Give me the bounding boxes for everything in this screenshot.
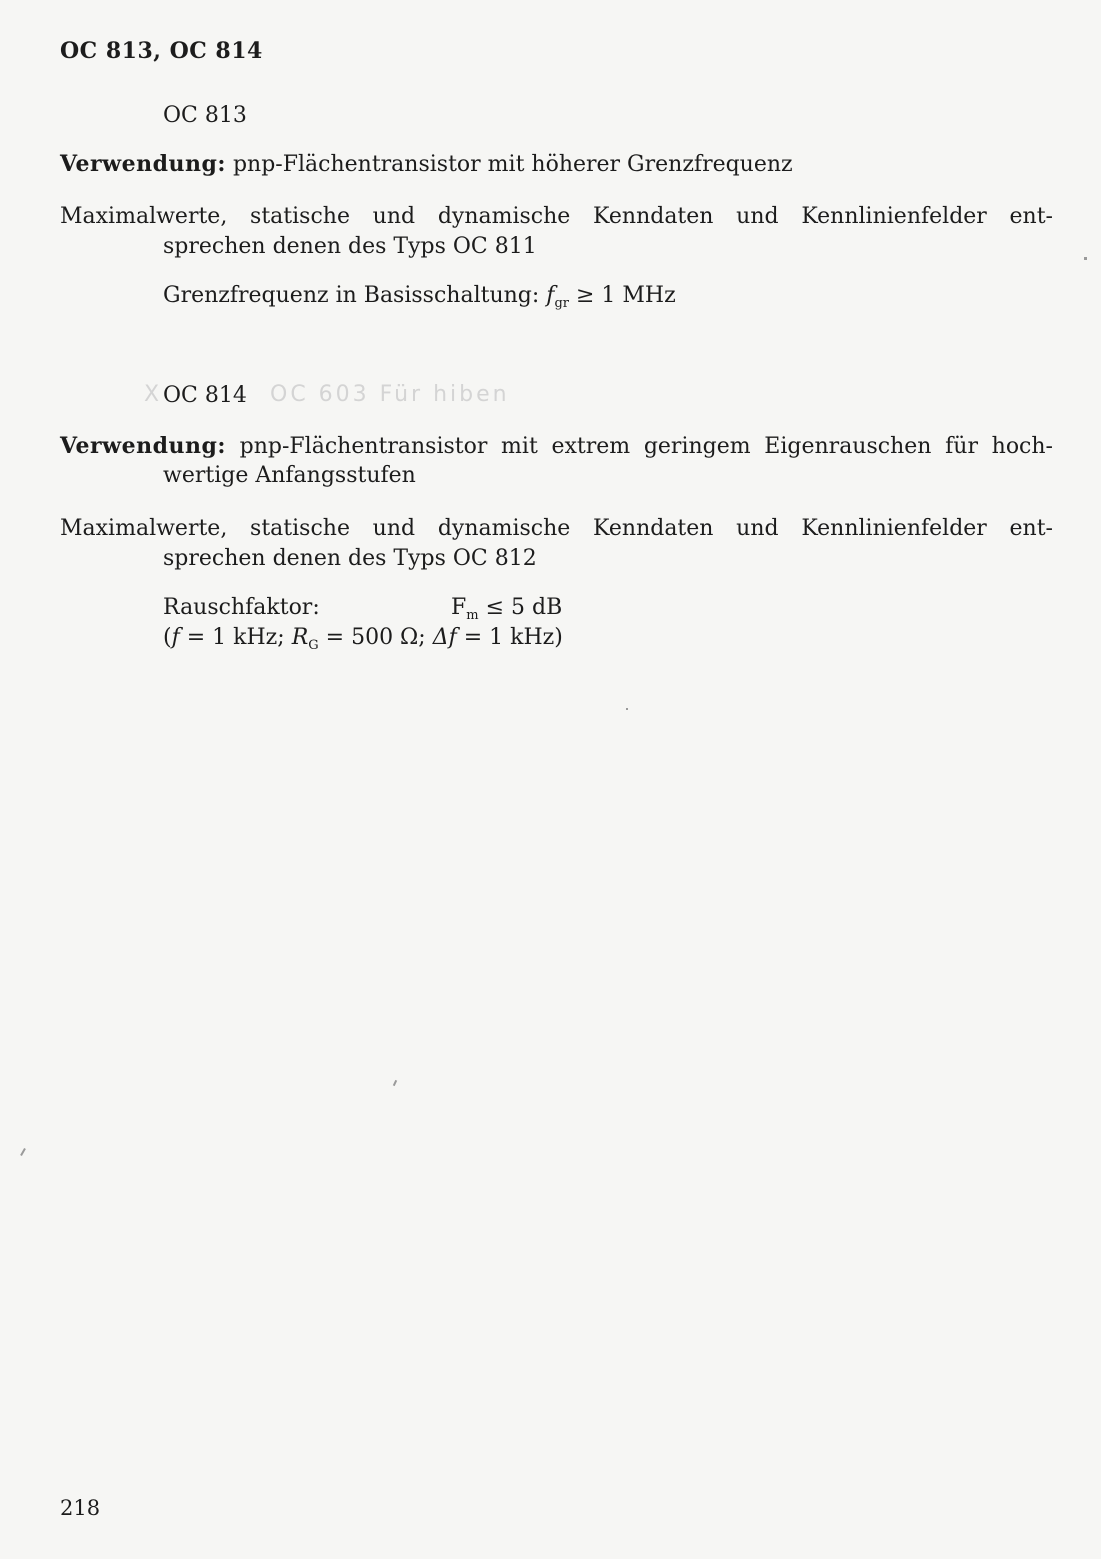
scan-speck xyxy=(626,708,628,710)
cutoff-value: ≥ 1 MHz xyxy=(575,283,676,308)
scan-speck xyxy=(20,1148,26,1156)
bandwidth-symbol: Δf xyxy=(432,625,457,650)
usage-text: pnp-Flächentransistor mit höherer Grenzfrequenz xyxy=(232,152,793,177)
ratings-oc813-line1: Maximalwerte, statische und dynamische Kenndaten und Kennlinienfelder ent- xyxy=(60,204,1053,229)
ratings-oc814-line1: Maximalwerte, statische und dynamische Kenndaten und Kennlinienfelder ent- xyxy=(60,516,1053,541)
scan-speck xyxy=(1084,257,1087,260)
ratings-oc814-line2: sprechen denen des Typs OC 812 xyxy=(163,546,537,571)
section-heading-oc814: OC 814 xyxy=(163,383,247,408)
freq-symbol: f xyxy=(171,625,180,650)
usage-label: Verwendung: xyxy=(60,151,226,177)
cutoff-label: Grenzfrequenz in Basisschaltung: xyxy=(163,283,540,308)
page-number: 218 xyxy=(60,1496,101,1520)
paren-open: ( xyxy=(163,625,172,650)
pencil-check-mark: X xyxy=(144,382,163,407)
noise-subscript: m xyxy=(466,608,479,623)
ratings-oc813-line2: sprechen denen des Typs OC 811 xyxy=(163,234,537,259)
noise-symbol: F xyxy=(451,595,467,620)
section-heading-oc813: OC 813 xyxy=(163,103,247,128)
cutoff-symbol: f xyxy=(546,283,555,308)
usage-oc813 xyxy=(60,149,793,180)
usage-oc814-line1 xyxy=(60,431,1053,462)
resistance-subscript: G xyxy=(308,638,319,653)
freq-value: = 1 kHz; xyxy=(179,625,292,650)
usage-oc814-line2: wertige Anfangsstufen xyxy=(163,463,416,488)
scan-speck xyxy=(393,1080,397,1086)
running-head: OC 813, OC 814 xyxy=(60,38,263,64)
noise-conditions xyxy=(163,623,563,661)
pencil-annotation: OC 603 Für hiben xyxy=(270,382,510,407)
cutoff-subscript: gr xyxy=(554,296,569,311)
cutoff-frequency xyxy=(163,281,676,319)
resistance-symbol: R xyxy=(291,625,309,650)
bandwidth-value: = 1 kHz) xyxy=(456,625,563,650)
usage-text: pnp-Flächentransistor mit extrem geringem Eigenrauschen für hoch- xyxy=(239,434,1053,459)
usage-label: Verwendung: xyxy=(60,433,226,459)
noise-label: Rauschfaktor: xyxy=(163,595,320,620)
noise-figure: ≤ 5 dB xyxy=(485,595,563,620)
resistance-value: = 500 Ω; xyxy=(318,625,433,650)
